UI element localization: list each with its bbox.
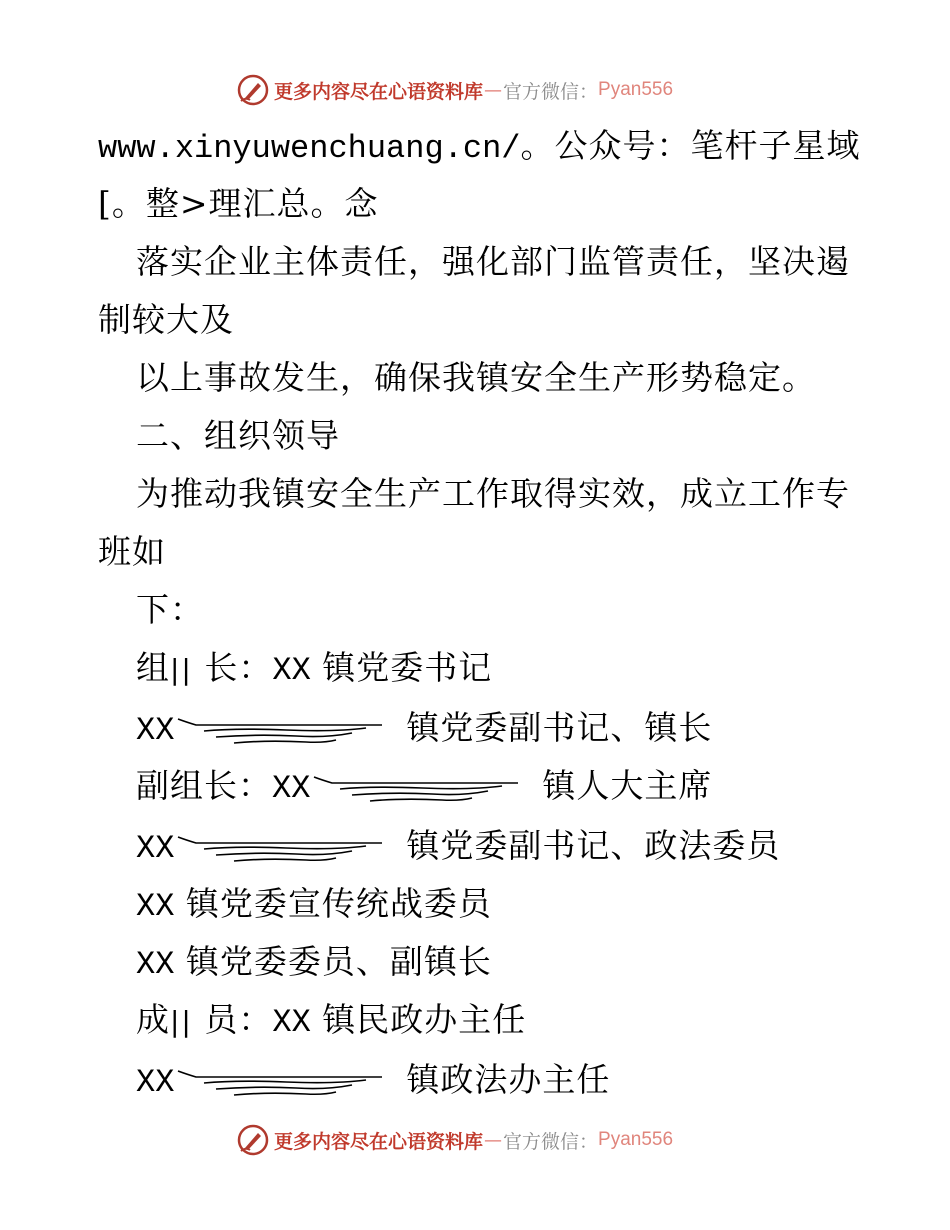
leader-label-a: 组 [136, 648, 170, 687]
deputy-4-name: XX [136, 946, 175, 983]
paragraph-3-line-1: 为推动我镇安全生产工作取得实效，成立工作专 [136, 474, 850, 513]
deputy-4-title: 镇党委委员、副镇长 [185, 942, 492, 981]
member-title: 镇民政办主任 [322, 1000, 527, 1039]
paragraph-3-line-3: 下： [136, 590, 204, 629]
deputy-line [136, 766, 712, 809]
watermark-dash: — [484, 79, 503, 101]
squiggle-underline-icon [176, 1065, 388, 1099]
site-line-tail: 。公众号：笔杆子星域 [520, 126, 861, 165]
member-2-line [136, 1060, 610, 1103]
member-label-a: 成 [136, 1000, 170, 1039]
watermark-banner-top [236, 72, 673, 108]
site-url: www.xinyuwenchuang.cn/ [98, 130, 521, 167]
member-label-b: 员： [204, 1000, 273, 1039]
leader-2-line [136, 708, 712, 751]
squiggle-underline-icon [176, 713, 388, 747]
compiled-note: [。整>理汇总。念 [98, 184, 379, 223]
member-name: XX [272, 1004, 311, 1041]
leader-2-title: 镇党委副书记、镇长 [406, 708, 713, 747]
member-2-name: XX [136, 1064, 175, 1101]
paragraph-2: 以上事故发生，确保我镇安全生产形势稳定。 [136, 358, 816, 397]
leader-line [136, 648, 492, 691]
watermark-dash: — [484, 1129, 503, 1151]
member-line [136, 1000, 526, 1043]
site-line [98, 126, 860, 169]
deputy-3-title: 镇党委宣传统战委员 [185, 884, 492, 923]
watermark-brand: 更多内容尽在心语资料库 [274, 80, 484, 103]
pen-logo-icon [236, 73, 270, 107]
pen-logo-icon [236, 1123, 270, 1157]
watermark-colon: ： [579, 1130, 599, 1153]
deputy-title: 镇人大主席 [542, 766, 713, 805]
watermark-colon: ： [579, 80, 599, 103]
watermark-banner-bottom [236, 1122, 673, 1158]
leader-label-b: 长： [204, 648, 273, 687]
paragraph-1-line-2: 制较大及 [98, 300, 234, 339]
deputy-2-title: 镇党委副书记、政法委员 [406, 826, 781, 865]
squiggle-underline-icon [176, 831, 388, 865]
watermark-official-label: 官方微信 [503, 1130, 580, 1153]
deputy-4-line [136, 942, 492, 985]
deputy-name: XX [272, 770, 311, 807]
deputy-2-name: XX [136, 830, 175, 867]
watermark-wechat-id: Pyan556 [598, 79, 674, 100]
deputy-3-name: XX [136, 888, 175, 925]
leader-2-name: XX [136, 712, 175, 749]
leader-label-bars: || [170, 653, 193, 686]
member-2-title: 镇政法办主任 [406, 1060, 611, 1099]
member-label-bars: || [170, 1005, 193, 1038]
section-heading: 二、组织领导 [136, 416, 340, 455]
watermark-brand: 更多内容尽在心语资料库 [274, 1130, 484, 1153]
deputy-2-line [136, 826, 780, 869]
paragraph-3-line-2: 班如 [98, 532, 166, 571]
deputy-label: 副组长： [136, 766, 272, 805]
watermark-official-label: 官方微信 [503, 80, 580, 103]
paragraph-1-line-1: 落实企业主体责任，强化部门监管责任，坚决遏 [136, 242, 850, 281]
watermark-wechat-id: Pyan556 [598, 1129, 674, 1150]
leader-name: XX [272, 652, 311, 689]
leader-title: 镇党委书记 [322, 648, 493, 687]
deputy-3-line [136, 884, 492, 927]
squiggle-underline-icon [312, 771, 524, 805]
